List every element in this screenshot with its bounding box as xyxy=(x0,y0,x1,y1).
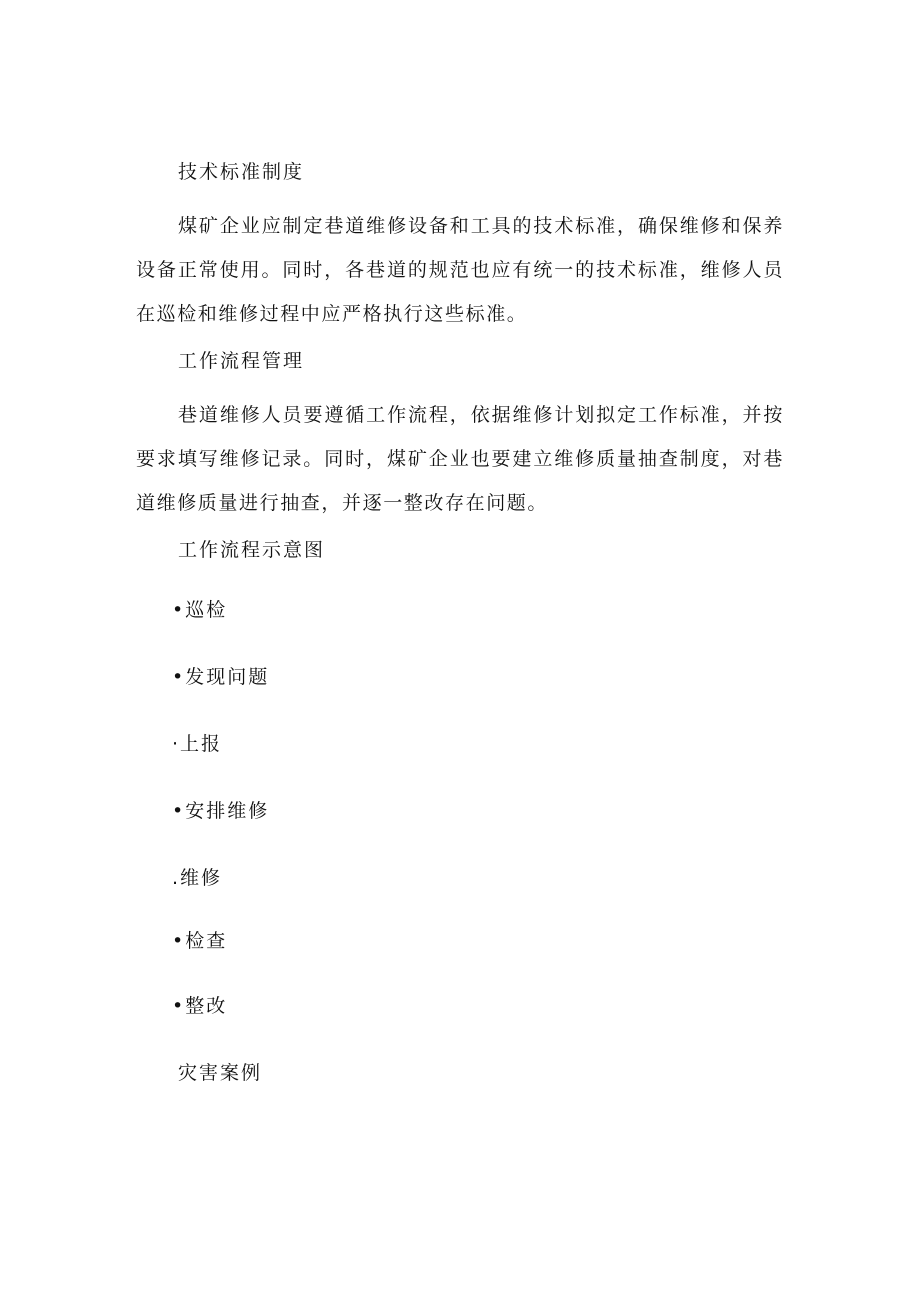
workflow-step: •安排维修 xyxy=(172,800,270,822)
workflow-step: •检查 xyxy=(172,930,228,952)
section-title-workflow-management: 工作流程管理 xyxy=(178,350,305,372)
section-title-tech-standard: 技术标准制度 xyxy=(178,161,305,183)
section-title-disaster-cases: 灾害案例 xyxy=(178,1062,263,1084)
workflow-step: •巡检 xyxy=(172,599,228,621)
workflow-step: .维修 xyxy=(172,867,223,889)
section-body-workflow-management: 巷道维修人员要遵循工作流程，依据维修计划拟定工作标准，并按要求填写维修记录。同时，煤矿企业也要建立维修质量抽查制度，对巷道维修质量进行抽查，并逐一整改存在问题。 xyxy=(136,404,784,514)
section-body-tech-standard: 煤矿企业应制定巷道维修设备和工具的技术标准，确保维修和保养设备正常使用。同时，各巷道的规范也应有统一的技术标准，维修人员在巡检和维修过程中应严格执行这些标准。 xyxy=(136,215,784,325)
workflow-step: ·上报 xyxy=(172,733,223,755)
workflow-step: •整改 xyxy=(172,995,228,1017)
workflow-step: •发现问题 xyxy=(172,666,270,688)
section-title-workflow-diagram: 工作流程示意图 xyxy=(178,539,326,561)
